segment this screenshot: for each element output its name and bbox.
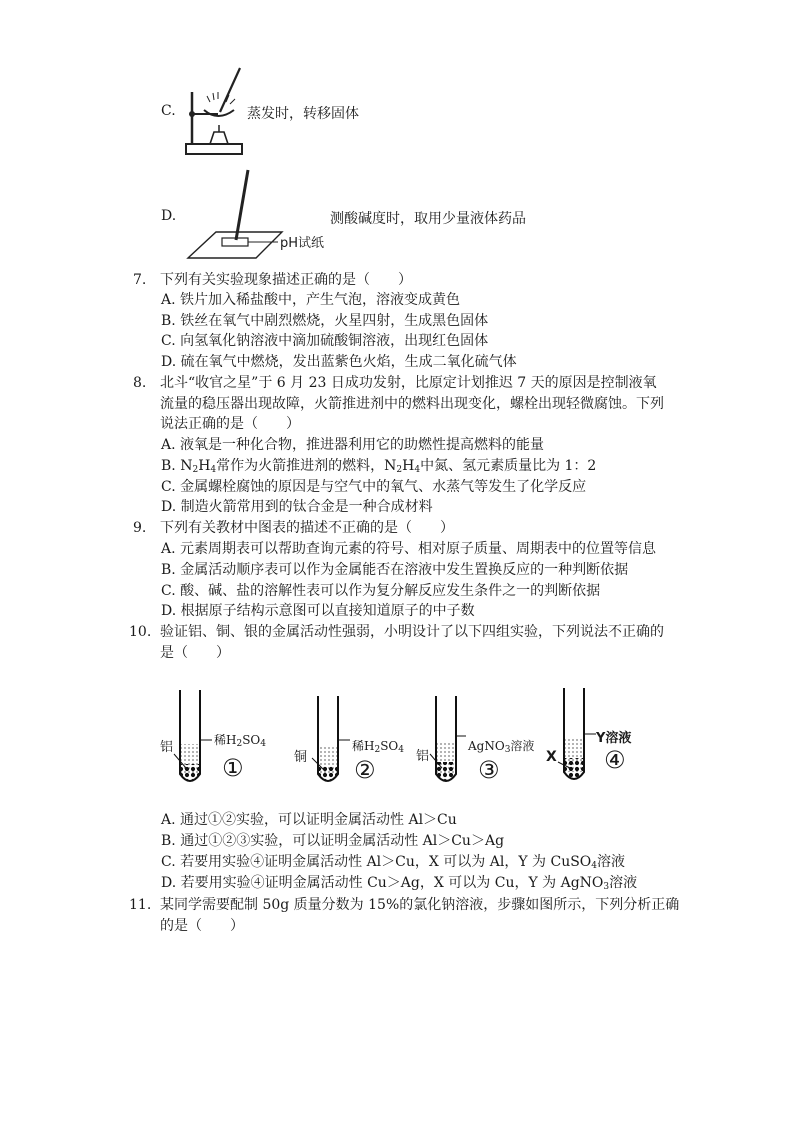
q7-number: 7.	[133, 272, 147, 288]
q8-stem-line3: 说法正确的是（ ）	[160, 416, 300, 432]
q8-option-a: A. 液氧是一种化合物，推进器利用它的助燃性提高燃料的能量	[161, 437, 545, 453]
tube2-number: ②	[354, 756, 376, 784]
tube2-solution-label: 稀$H_2SO_4$	[352, 739, 404, 755]
tube4-metal-label: X	[546, 749, 557, 765]
q11-stem-line1: 某同学需要配制 50g 质量分数为 15%的氯化钠溶液，步骤如图所示，下列分析正确	[160, 897, 680, 913]
q10-option-d: D. 若要用实验④证明金属活动性 Cu＞Ag，X 可以为 Cu，Y 为 AgNO$_3$溶液	[161, 875, 638, 892]
test-tube-3	[436, 696, 456, 781]
tube2-metal-label: 铜	[294, 750, 308, 765]
q10-stem-line2: 是（ ）	[160, 645, 230, 661]
test-tube-4	[564, 688, 584, 779]
q9-option-d: D. 根据原子结构示意图可以直接知道原子的中子数	[161, 603, 475, 619]
q9-stem: 下列有关教材中图表的描述不正确的是（ ）	[160, 520, 454, 536]
option-d-letter: D.	[161, 208, 177, 224]
q9-option-b: B. 金属活动顺序表可以作为金属能否在溶液中发生置换反应的一种判断依据	[161, 562, 629, 578]
q10-option-c: C. 若要用实验④证明金属活动性 Al＞Cu，X 可以为 Al，Y 为 CuSO$_4$溶液	[161, 854, 626, 871]
q8-stem-line1: 北斗“收官之星”于 6 月 23 日成功发射，比原定计划推迟 7 天的原因是控制液氧	[160, 375, 657, 391]
tube1-solution-label: 稀$H_2SO_4$	[214, 733, 266, 749]
tube3-metal-label: 铝	[416, 749, 430, 764]
q10-option-b: B. 通过①②③实验，可以证明金属活动性 Al＞Cu＞Ag	[161, 833, 505, 849]
q8-option-d: D. 制造火箭常用到的钛合金是一种合成材料	[161, 499, 433, 515]
tube3-solution-label: AgNO$_3$溶液	[468, 739, 535, 755]
ph-paper-label: pH试纸	[280, 236, 325, 251]
q9-number: 9.	[133, 520, 147, 536]
tube1-number: ①	[222, 754, 244, 782]
evaporation-apparatus-figure	[180, 62, 250, 162]
q10-stem-line1: 验证铝、铜、银的金属活动性强弱，小明设计了以下四组实验，下列说法不正确的	[160, 624, 664, 640]
test-tube-1	[180, 690, 200, 781]
ph-paper-figure	[186, 168, 286, 263]
q7-option-c: C. 向氢氧化钠溶液中滴加硫酸铜溶液，出现红色固体	[161, 333, 489, 349]
q9-option-c: C. 酸、碱、盐的溶解性表可以作为复分解反应发生条件之一的判断依据	[161, 583, 601, 599]
q7-option-b: B. 铁丝在氧气中剧烈燃烧，火星四射，生成黑色固体	[161, 313, 489, 329]
tube4-number: ④	[604, 746, 626, 774]
q10-option-a: A. 通过①②实验，可以证明金属活动性 Al＞Cu	[161, 812, 457, 828]
option-c-text: 蒸发时，转移固体	[247, 106, 359, 122]
q8-option-b: B. $N_2H_4$常作为火箭推进剂的燃料，$N_2H_4$中氮、氢元素质量比为 1：2	[161, 458, 597, 475]
q7-option-d: D. 硫在氧气中燃烧，发出蓝紫色火焰，生成二氧化硫气体	[161, 354, 517, 370]
tube3-number: ③	[478, 756, 500, 784]
q7-stem: 下列有关实验现象描述正确的是（ ）	[160, 272, 412, 288]
q8-number: 8.	[133, 375, 147, 391]
tube1-metal-label: 铝	[160, 740, 174, 755]
option-d-text: 测酸碱度时，取用少量液体药品	[330, 211, 526, 227]
q7-option-a: A. 铁片加入稀盐酸中，产生气泡，溶液变成黄色	[161, 292, 461, 308]
q11-number: 11.	[129, 897, 152, 913]
test-tube-2	[318, 696, 338, 781]
q10-number: 10.	[129, 624, 152, 640]
q9-option-a: A. 元素周期表可以帮助查询元素的符号、相对原子质量、周期表中的位置等信息	[161, 541, 657, 557]
q8-stem-line2: 流量的稳压器出现故障，火箭推进剂中的燃料出现变化，螺栓出现轻微腐蚀。下列	[160, 396, 664, 412]
q8-option-c: C. 金属螺栓腐蚀的原因是与空气中的氧气、水蒸气等发生了化学反应	[161, 479, 587, 495]
option-c-letter: C.	[161, 103, 176, 119]
tube4-solution-label: Y溶液	[596, 731, 632, 746]
q11-stem-line2: 的是（ ）	[160, 918, 244, 934]
